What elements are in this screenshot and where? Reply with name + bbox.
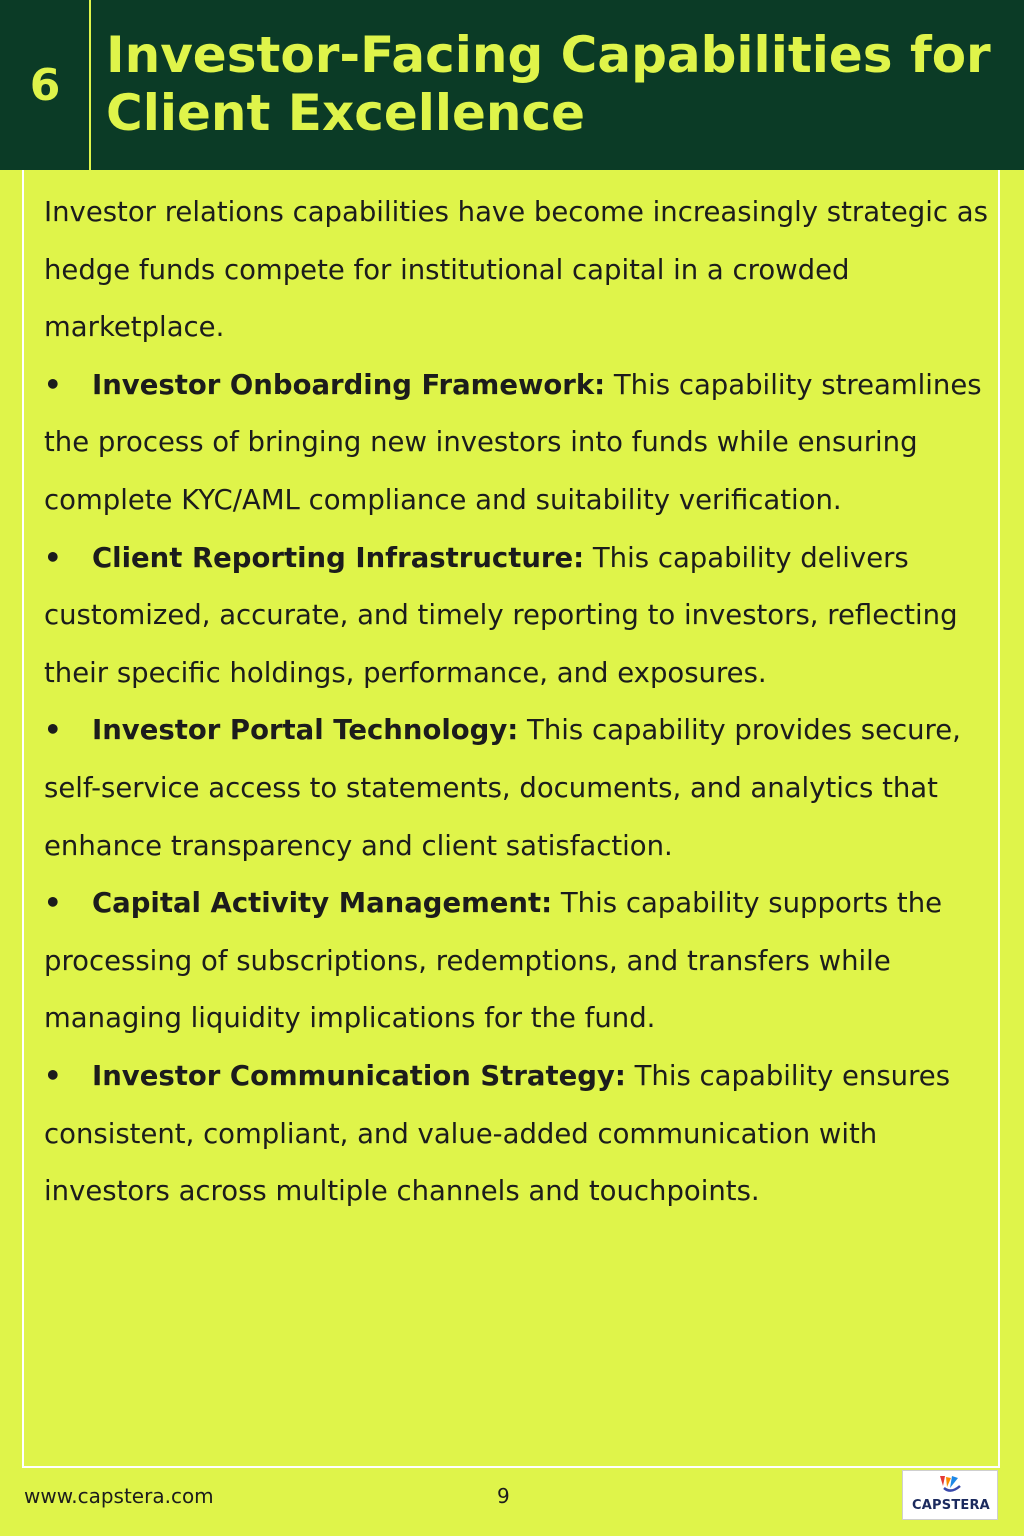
bullet-dot: • [44, 368, 62, 401]
bullet-item [44, 1048, 994, 1221]
bullet-item [44, 357, 994, 530]
intro-paragraph: Investor relations capabilities have become increasingly strategic as hedge funds compete for institutional capital in a crowded marketplace. [44, 196, 988, 344]
header-divider [89, 0, 91, 170]
header-bar [0, 0, 1024, 170]
bullet-text: This capability streamlines the process of bringing new investors into funds while ensuring complete KYC/AML compliance and suitability verification. [44, 368, 982, 516]
bullet-item [44, 702, 994, 875]
page-title [106, 26, 1006, 142]
bullet-dot: • [44, 541, 62, 574]
bullet-title: Capital Activity Management: [92, 887, 553, 920]
bullet-dot: • [44, 1059, 62, 1092]
capstera-logo [902, 1470, 998, 1520]
footer-url-link[interactable]: www.capstera.com [24, 1484, 214, 1508]
page-title-line2: Client Excellence [106, 84, 586, 142]
bullet-title: Investor Communication Strategy: [92, 1059, 626, 1092]
logo-mark-icon [936, 1474, 966, 1496]
bullet-text: This capability ensures consistent, compliant, and value-added communication with investors across multiple channels and touchpoints. [44, 1059, 951, 1208]
bullet-dot: • [44, 887, 62, 920]
bullet-text: This capability supports the processing of subscriptions, redemptions, and transfers while managing liquidity implications for the fund. [44, 887, 943, 1035]
logo-text: CAPSTERA [912, 1498, 990, 1513]
bullet-dot: • [44, 714, 62, 747]
page-title-line1: Investor-Facing Capabilities for [106, 26, 991, 84]
page-number: 9 [497, 1484, 510, 1508]
bullet-item [44, 875, 994, 1048]
bullet-item [44, 530, 994, 703]
bullet-title: Investor Onboarding Framework: [92, 368, 606, 401]
bullet-text: This capability provides secure, self-service access to statements, documents, and analytics that enhance transparency and client satisfaction. [44, 714, 961, 862]
bullet-title: Investor Portal Technology: [92, 714, 519, 747]
body-content [44, 184, 994, 1221]
bullet-text: This capability delivers customized, accurate, and timely reporting to investors, reflecting their specific holdings, performance, and exposures. [44, 541, 958, 689]
bullet-title: Client Reporting Infrastructure: [92, 541, 585, 574]
section-number: 6 [29, 59, 61, 111]
